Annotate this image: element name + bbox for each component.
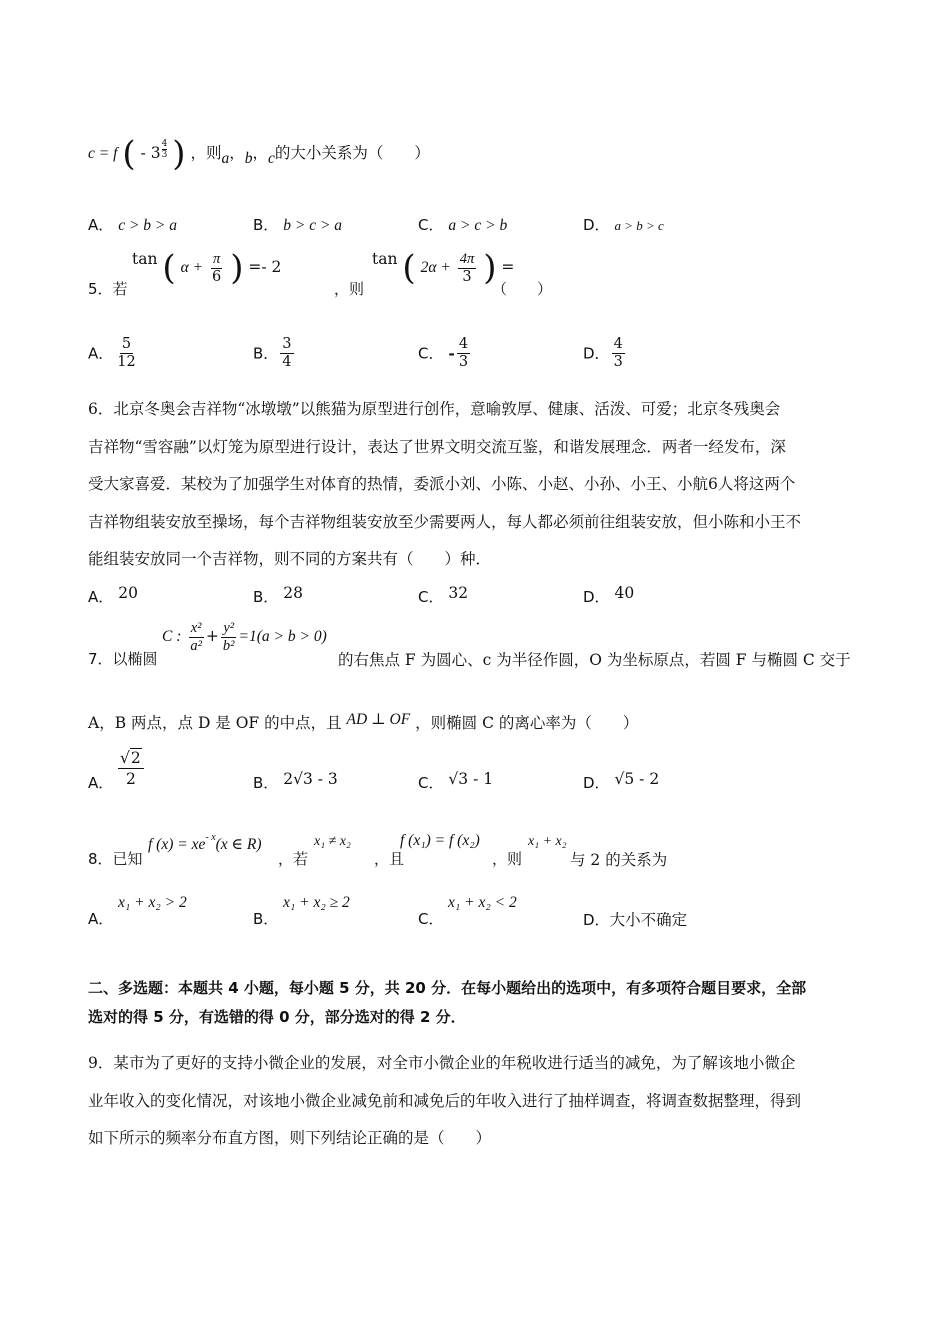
- option-label: B．: [253, 344, 279, 363]
- q5-option-d[interactable]: [583, 336, 627, 370]
- option-text: 大小不确定: [609, 911, 688, 929]
- section2-line1: 二、多选题：本题共 4 小题，每小题 5 分，共 20 分．在每小题给出的选项中，有多项符合题目要求，全部: [88, 979, 807, 997]
- q4-option-b[interactable]: [253, 214, 342, 235]
- q8-and: ，且: [374, 850, 405, 868]
- option-den: 2: [125, 770, 136, 788]
- q9-line2: 业年收入的变化情况，对该地小微企业减免前和减免后的年收入进行了抽样调查，将调查数据整理，得到: [88, 1091, 802, 1110]
- q7-x2: x²: [190, 620, 202, 636]
- q7-perp: AD ⊥ OF: [346, 711, 411, 728]
- option-label: A．: [88, 910, 114, 928]
- option-text: 2√3 - 3: [283, 770, 338, 788]
- q8-number: 8．已知: [88, 850, 143, 868]
- q4-c-expr: c = f: [88, 145, 118, 162]
- q5-then: ，则: [334, 280, 365, 298]
- q7-text2a: A，B 两点，点 D 是 OF 的中点，且: [88, 714, 342, 732]
- q7-number: 7．以椭圆: [88, 650, 158, 668]
- q7-text2b: ，则椭圆 C 的离心率为（ ）: [415, 714, 639, 732]
- q5-four-pi: 4π: [459, 250, 475, 267]
- option-label: C．: [418, 344, 444, 363]
- option-label: B．: [253, 216, 279, 234]
- q5-lparen1: (: [162, 248, 176, 288]
- q5-paren: （ ）: [492, 280, 553, 298]
- q7-option-c[interactable]: [418, 770, 493, 793]
- option-text: a > c > b: [448, 217, 508, 234]
- q6-option-d[interactable]: [583, 584, 634, 607]
- q5-eq: =- 2: [248, 258, 282, 276]
- q5-option-c[interactable]: [418, 336, 472, 370]
- option-text: x₁ + x₂ < 2: [448, 894, 517, 911]
- q7-option-d[interactable]: [583, 770, 659, 793]
- q7-b2: b²: [222, 637, 235, 654]
- q4-exp-den: 3: [161, 150, 168, 160]
- q6-stem: [88, 391, 860, 579]
- q9-stem: [88, 1045, 860, 1158]
- q5-six: 6: [212, 268, 222, 285]
- q5-alpha: α +: [180, 259, 204, 276]
- q5-option-b[interactable]: [253, 336, 296, 370]
- option-fraction: [457, 336, 470, 370]
- option-num: √2: [118, 748, 144, 769]
- option-label: A．: [88, 588, 114, 606]
- q5-tan2: tan: [372, 250, 398, 268]
- q8-exp: - x: [205, 832, 216, 843]
- q7-a2: a²: [190, 637, 202, 654]
- q5-lparen2: (: [402, 248, 416, 288]
- q6-option-c[interactable]: [418, 584, 468, 607]
- option-num: 4: [613, 336, 623, 352]
- q5-rparen2: ): [483, 248, 497, 288]
- option-label: B．: [253, 910, 279, 928]
- option-label: A．: [88, 216, 114, 234]
- q8-fx: [148, 832, 262, 854]
- q7-eq1: =1(a > b > 0): [238, 628, 327, 646]
- q8-then: ，则: [492, 850, 523, 868]
- q5-eq2: =: [501, 258, 515, 276]
- option-text: 28: [283, 584, 303, 602]
- option-text: a > b > c: [614, 218, 664, 233]
- q4-option-c[interactable]: [418, 214, 507, 235]
- q7-plus: +: [205, 627, 219, 646]
- q4-right-paren: ): [172, 134, 186, 174]
- q8-tail: 与 2 的关系为: [570, 851, 668, 869]
- option-text: x₁ + x₂ > 2: [118, 894, 187, 911]
- option-den: 4: [282, 353, 292, 370]
- option-num: 3: [282, 336, 292, 352]
- option-text: √3 - 1: [448, 770, 494, 788]
- q4-var-b: b: [244, 150, 253, 167]
- option-fraction: [280, 336, 293, 370]
- option-num: 4: [458, 336, 469, 352]
- q8-feq: f (x₁) = f (x₂): [400, 832, 480, 849]
- option-text: √5 - 2: [614, 770, 660, 788]
- q5-three: 3: [462, 268, 472, 285]
- q8-fx-text: f (x) = xe: [148, 836, 206, 853]
- section2-line2: 选对的得 5 分，有选错的得 0 分，部分选对的得 2 分．: [88, 1008, 466, 1026]
- q5-rparen1: ): [230, 248, 244, 288]
- q7-line1: [88, 620, 860, 676]
- option-den: 3: [613, 353, 623, 370]
- q7-text1: 的右焦点 F 为圆心、c 为半径作圆，O 为坐标原点，若圆 F 与椭圆 C 交于: [338, 651, 851, 669]
- option-label: C．: [418, 588, 444, 606]
- q4-var-c: c: [268, 150, 275, 167]
- option-den: 12: [117, 353, 136, 370]
- option-label: D．: [583, 588, 610, 606]
- option-text: 20: [118, 584, 138, 602]
- q5-expr1: [132, 248, 282, 288]
- q4-option-d[interactable]: [583, 214, 664, 235]
- option-label: C．: [418, 774, 444, 792]
- q8-option-d[interactable]: [583, 908, 687, 930]
- q7-ellipse-eq: [162, 620, 327, 654]
- option-text: 40: [614, 584, 635, 602]
- q8-if: ，若: [278, 850, 309, 868]
- q4-neg3: - 3: [140, 144, 161, 162]
- q6-option-a[interactable]: [88, 584, 138, 607]
- q8-stem: [88, 830, 860, 870]
- option-label: D．: [583, 911, 610, 929]
- q4-end: 的大小关系为（ ）: [274, 144, 430, 162]
- q6-option-b[interactable]: [253, 584, 303, 607]
- option-sign: -: [448, 343, 455, 363]
- option-fraction: [612, 336, 625, 370]
- q4-exponent: [162, 139, 168, 160]
- q4-comma1: ，: [229, 144, 245, 162]
- option-label: D．: [583, 216, 610, 234]
- q5-two-alpha: 2α +: [420, 259, 451, 276]
- option-fraction: [115, 336, 137, 370]
- option-label: A．: [88, 774, 114, 792]
- option-label: D．: [583, 774, 610, 792]
- q4-option-a[interactable]: [88, 214, 177, 235]
- q4-stem: [88, 128, 430, 178]
- option-den: 3: [458, 353, 469, 370]
- q7-line2: [88, 710, 638, 733]
- option-text: b > c > a: [283, 217, 343, 234]
- q7-y2-over-b2: [221, 620, 237, 654]
- q6-line4: 吉祥物组装安放至操场，每个吉祥物组装安放至少需要两人，每人都必须前往组装安放，但小陈和小王不: [88, 512, 802, 531]
- option-label: A．: [88, 344, 114, 363]
- q4-comma2: ，: [252, 144, 268, 162]
- option-label: C．: [418, 910, 444, 928]
- q8-neq: x₁ ≠ x₂: [314, 834, 351, 849]
- q8-sum: x₁ + x₂: [528, 834, 567, 849]
- option-label: B．: [253, 774, 279, 792]
- option-num: 5: [121, 336, 132, 352]
- option-text: 32: [448, 584, 469, 602]
- option-label: D．: [583, 344, 610, 363]
- q7-y2: y²: [223, 620, 235, 636]
- q5-tan1: tan: [132, 250, 158, 268]
- q4-tail: ，则: [190, 144, 222, 162]
- q6-line5: 能组装安放同一个吉祥物，则不同的方案共有（ ）种．: [88, 550, 492, 568]
- q4-exp-num: 4: [161, 139, 168, 149]
- q7-option-a-frac: [118, 748, 144, 789]
- q5-4pi-over-3: [458, 251, 477, 285]
- option-label: C．: [418, 216, 444, 234]
- q7-option-b[interactable]: [253, 770, 338, 793]
- q4-left-paren: (: [122, 134, 136, 174]
- q9-line3: 如下所示的频率分布直方图，则下列结论正确的是（ ）: [88, 1129, 492, 1147]
- q4-var-a: a: [221, 150, 230, 167]
- q9-line1: 9．某市为了更好的支持小微企业的发展，对全市小微企业的年税收进行适当的减免，为了解该地小微企: [88, 1054, 796, 1072]
- q5-number: 5．若: [88, 280, 128, 298]
- q6-line1: 6．北京冬奥会吉祥物“冰墩墩”以熊猫为原型进行创作，意喻敦厚、健康、活泼、可爱；北京冬残奥会: [88, 400, 781, 418]
- q6-line2: 吉祥物“雪容融”以灯笼为原型进行设计，表达了世界文明交流互鉴，和谐发展理念．两者一经发布，深: [88, 437, 786, 456]
- option-text: c > b > a: [118, 217, 178, 234]
- q6-line3: 受大家喜爱．某校为了加强学生对体育的热情，委派小刘、小陈、小赵、小孙、小王、小航6人将这两个: [88, 475, 796, 493]
- option-label: B．: [253, 588, 279, 606]
- q8-domain: (x ∈ R): [215, 836, 262, 853]
- option-text: x₁ + x₂ ≥ 2: [283, 894, 350, 911]
- q5-pi: π: [213, 250, 221, 267]
- q7-c-colon: C :: [162, 628, 182, 646]
- q5-option-a[interactable]: [88, 336, 140, 370]
- q5-pi-over-6: [210, 251, 223, 285]
- section2-heading: [88, 974, 860, 1032]
- q7-x2-over-a2: [188, 620, 204, 654]
